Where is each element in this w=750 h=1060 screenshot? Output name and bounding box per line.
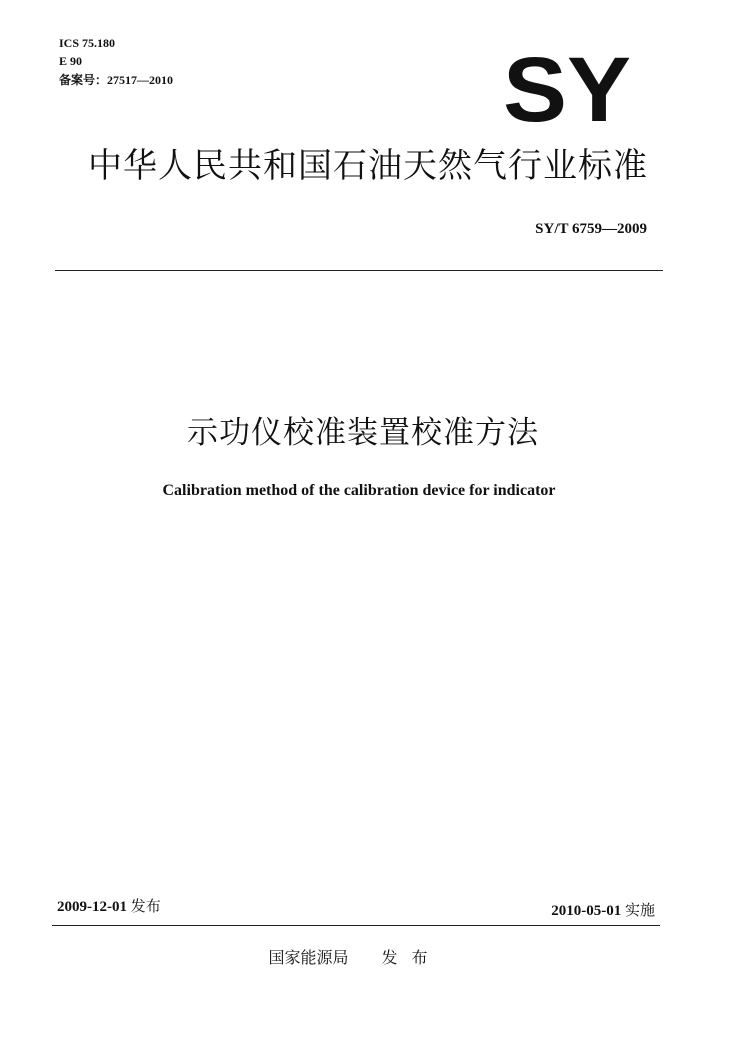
standard-category-char: 华 (123, 146, 158, 186)
issue-date-value: 2009-12-01 (57, 899, 127, 915)
standard-category-char: 然 (438, 146, 473, 186)
standard-category-char: 油 (368, 146, 403, 186)
ics-code: ICS 75.180 (59, 36, 116, 50)
standard-category-char: 共 (228, 146, 263, 186)
standard-category-title (88, 143, 648, 189)
ccs-code: E 90 (59, 54, 83, 68)
sy-logo-text: SY (503, 44, 631, 128)
standard-category-char: 行 (508, 146, 543, 186)
standard-category-char: 业 (543, 146, 578, 186)
issue-date-label: 发布 (130, 897, 161, 915)
issue-date (57, 895, 161, 916)
standard-category-char: 国 (298, 146, 333, 186)
standard-category-char: 石 (333, 146, 368, 186)
standard-number: SY/T 6759—2009 (535, 221, 647, 237)
filing-number: 备案号：27517—2010 (59, 73, 174, 87)
bottom-divider (52, 925, 660, 926)
effective-date-label: 实施 (624, 901, 655, 919)
standard-category-char: 和 (263, 146, 298, 186)
issuer-action: 发布 (381, 948, 442, 967)
standard-category-char: 标 (578, 146, 613, 186)
standard-category-char: 气 (473, 146, 508, 186)
document-title-english: Calibration method of the calibration device for indicator (162, 482, 556, 499)
sy-logo (500, 44, 635, 128)
document-title-chinese: 示功仪校准装置校准方法 (187, 415, 539, 451)
top-divider (55, 270, 663, 271)
issuer-name: 国家能源局 (268, 948, 349, 967)
standard-category-char: 天 (403, 146, 438, 186)
effective-date (551, 899, 655, 920)
issuer (0, 945, 710, 968)
standard-category-char: 人 (158, 146, 193, 186)
standard-category-char: 民 (193, 146, 228, 186)
standard-category-char: 中 (88, 146, 123, 186)
effective-date-value: 2010-05-01 (551, 903, 622, 919)
standard-category-char: 准 (613, 146, 648, 186)
